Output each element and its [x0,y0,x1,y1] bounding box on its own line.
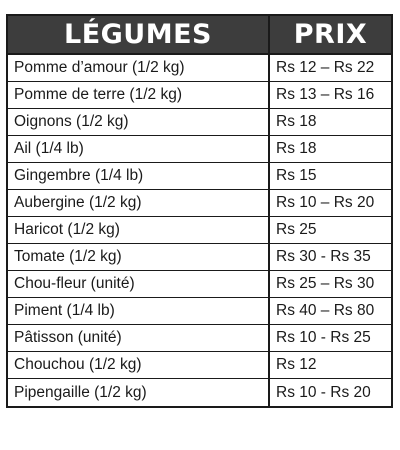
table-row [8,298,391,325]
vegetable-cell: Chou-fleur (unité) [8,271,270,297]
vegetable-cell: Pomme de terre (1/2 kg) [8,82,270,108]
price-cell: Rs 15 [276,167,317,184]
price-cell: Rs 40 – Rs 80 [276,302,375,319]
price-cell: Rs 12 – Rs 22 [276,59,375,76]
header-price: PRIX [293,19,368,50]
price-cell: Rs 25 – Rs 30 [276,275,375,292]
vegetable-cell: Aubergine (1/2 kg) [8,190,270,216]
table-row [8,82,391,109]
table-row [8,190,391,217]
vegetable-cell: Ail (1/4 lb) [8,136,270,162]
price-cell: Rs 13 – Rs 16 [276,86,375,103]
table-row [8,109,391,136]
table-row [8,244,391,271]
price-cell: Rs 18 [276,140,317,157]
vegetable-cell: Pipengaille (1/2 kg) [8,379,270,406]
table-header-row [8,16,391,55]
table-row [8,55,391,82]
vegetable-cell: Oignons (1/2 kg) [8,109,270,135]
price-table [6,14,393,408]
vegetable-cell: Pomme d’amour (1/2 kg) [8,55,270,81]
table-row [8,379,391,406]
table-row [8,271,391,298]
header-vegetables: LÉGUMES [8,16,270,53]
price-cell: Rs 18 [276,113,317,130]
table-row [8,352,391,379]
vegetable-cell: Tomate (1/2 kg) [8,244,270,270]
vegetable-cell: Gingembre (1/4 lb) [8,163,270,189]
vegetable-cell: Haricot (1/2 kg) [8,217,270,243]
price-cell: Rs 10 - Rs 25 [276,329,371,346]
vegetable-cell: Piment (1/4 lb) [8,298,270,324]
price-cell: Rs 12 [276,356,317,373]
table-row [8,325,391,352]
price-cell: Rs 25 [276,221,317,238]
price-cell: Rs 10 – Rs 20 [276,194,375,211]
price-cell: Rs 10 - Rs 20 [276,383,371,401]
table-row [8,163,391,190]
table-row [8,217,391,244]
vegetable-cell: Pâtisson (unité) [8,325,270,351]
vegetable-cell: Chouchou (1/2 kg) [8,352,270,378]
price-cell: Rs 30 - Rs 35 [276,248,371,265]
table-row [8,136,391,163]
